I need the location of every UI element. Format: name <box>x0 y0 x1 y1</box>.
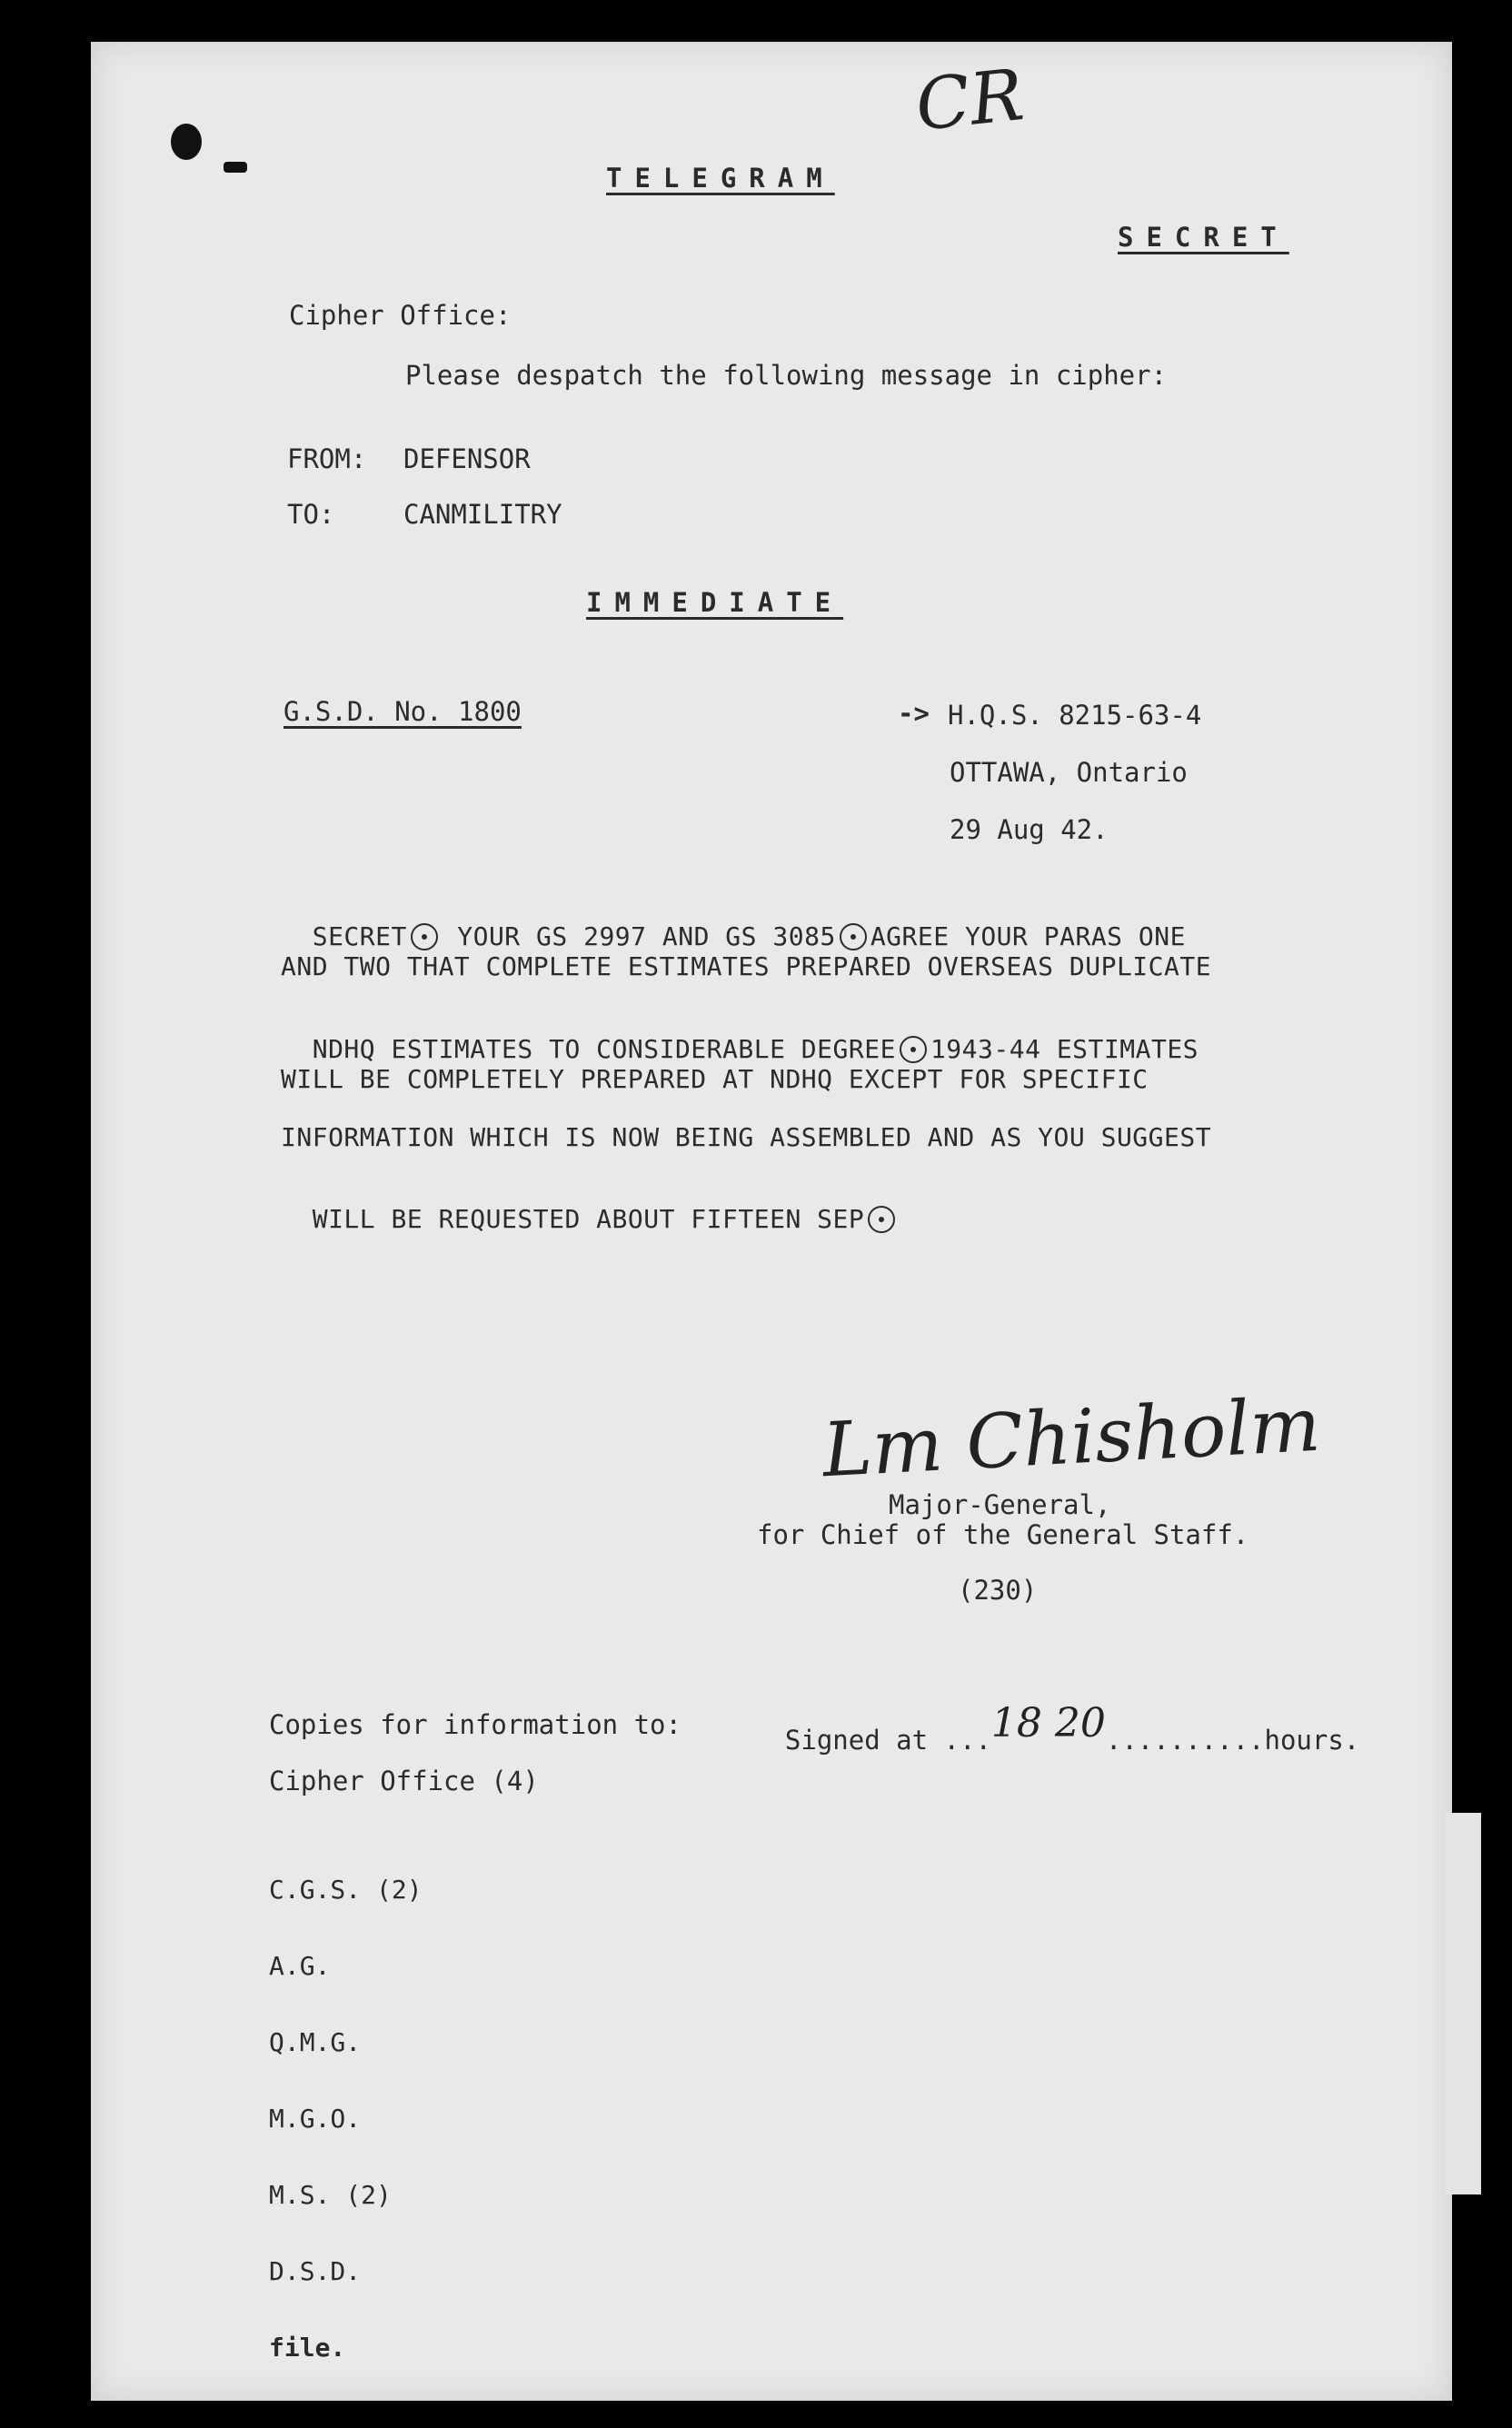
list-item: M.G.O. <box>269 2104 362 2134</box>
copies-cipher-office: Cipher Office (4) <box>269 1766 539 1796</box>
signed-at-time: 18 20 <box>990 1700 1106 1746</box>
full-stop-circle <box>840 923 867 950</box>
message-line-3 <box>281 1010 1199 1063</box>
list-item: file. <box>269 2333 346 2363</box>
cipher-office-label: Cipher Office: <box>289 300 512 331</box>
message-line-1 <box>281 898 1186 950</box>
signatory-rank: Major-General, <box>889 1489 1111 1520</box>
signature-code: (230) <box>958 1575 1038 1606</box>
despatch-instruction: Please despatch the following message in cipher: <box>405 360 1168 391</box>
handwritten-signature: Lm Chisholm <box>820 1381 1323 1495</box>
page-edge-tab <box>1445 1813 1481 2194</box>
gsd-number: G.S.D. No. 1800 <box>284 696 522 727</box>
list-item: C.G.S. (2) <box>269 1875 423 1905</box>
ink-blot <box>171 124 202 160</box>
message-line-6 <box>281 1180 899 1233</box>
message-seg-6-1: WILL BE REQUESTED ABOUT FIFTEEN SEP <box>312 1204 865 1234</box>
list-item: D.S.D. <box>269 2256 362 2286</box>
message-line-2: AND TWO THAT COMPLETE ESTIMATES PREPARED OVERSEAS DUPLICATE <box>281 951 1212 981</box>
signed-at-dots: .......... <box>1105 1725 1265 1756</box>
hqs-number: H.Q.S. 8215-63-4 <box>948 700 1202 731</box>
telegram-title: TELEGRAM <box>606 163 835 194</box>
ink-mark <box>224 162 247 173</box>
hqs-arrow: -> <box>898 698 930 729</box>
message-seg-1-3: YOUR GS 2997 AND GS 3085 <box>441 921 836 951</box>
hours-label: hours. <box>1264 1725 1360 1756</box>
signed-at-label: Signed at <box>784 1725 944 1756</box>
from-label: FROM: <box>287 443 367 474</box>
full-stop-circle <box>900 1036 927 1063</box>
to-value: CANMILITRY <box>403 499 562 530</box>
to-label: TO: <box>287 499 335 530</box>
copies-list <box>269 1826 423 2386</box>
message-seg-1-5: AGREE YOUR PARAS ONE <box>870 921 1186 951</box>
classification-label: SECRET <box>1118 222 1289 253</box>
message-seg-1-1: SECRET <box>312 921 407 951</box>
copies-heading: Copies for information to: <box>269 1709 681 1740</box>
handwritten-initials: CR <box>911 55 1028 147</box>
signed-at-line <box>753 1690 1359 1756</box>
list-item: A.G. <box>269 1951 331 1981</box>
message-line-4: WILL BE COMPLETELY PREPARED AT NDHQ EXCEPT FOR SPECIFIC <box>281 1064 1149 1094</box>
signatory-role: for Chief of the General Staff. <box>757 1519 1249 1550</box>
date: 29 Aug 42. <box>950 814 1109 845</box>
from-value: DEFENSOR <box>403 443 531 474</box>
full-stop-circle <box>868 1206 895 1233</box>
message-line-5: INFORMATION WHICH IS NOW BEING ASSEMBLED AND AS YOU SUGGEST <box>281 1122 1212 1152</box>
signed-at-dots: ... <box>943 1725 991 1756</box>
message-seg-3-3: 1943-44 ESTIMATES <box>930 1034 1199 1064</box>
place: OTTAWA, Ontario <box>950 757 1188 788</box>
message-seg-3-1: NDHQ ESTIMATES TO CONSIDERABLE DEGREE <box>312 1034 896 1064</box>
full-stop-circle <box>411 923 438 950</box>
list-item: Q.M.G. <box>269 2027 362 2057</box>
list-item: M.S. (2) <box>269 2180 392 2210</box>
priority-label: IMMEDIATE <box>586 587 844 618</box>
